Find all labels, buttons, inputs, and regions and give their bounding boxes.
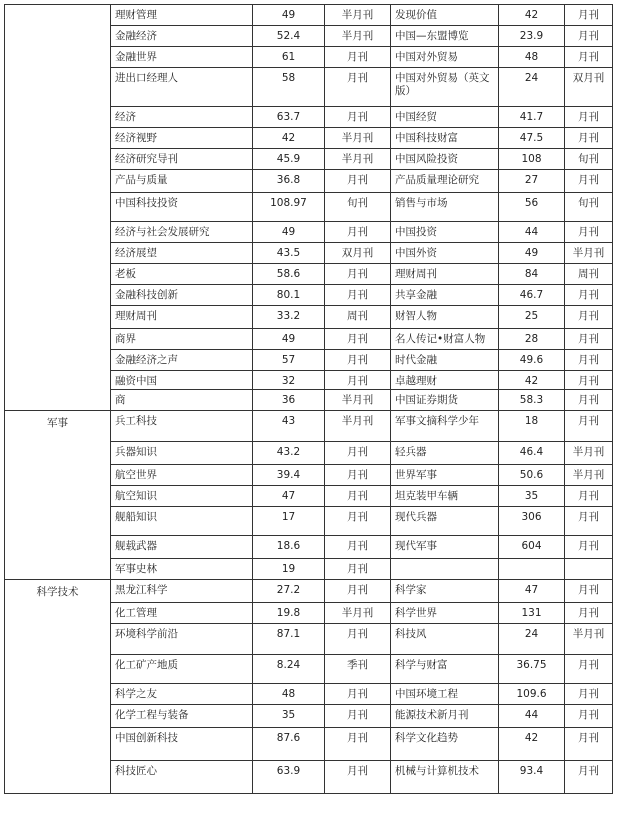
journal-name: 中国投资 — [391, 222, 499, 243]
price: 18.6 — [253, 536, 325, 559]
journal-name: 中国科技投资 — [111, 193, 253, 222]
frequency: 月刊 — [325, 728, 391, 761]
frequency: 月刊 — [325, 264, 391, 285]
price: 108 — [499, 149, 565, 170]
frequency: 月刊 — [325, 486, 391, 507]
price: 39.4 — [253, 465, 325, 486]
price: 87.1 — [253, 624, 325, 655]
frequency: 月刊 — [325, 536, 391, 559]
price: 49 — [499, 243, 565, 264]
price: 35 — [499, 486, 565, 507]
journal-name: 科学世界 — [391, 603, 499, 624]
frequency: 月刊 — [325, 684, 391, 705]
price: 52.4 — [253, 26, 325, 47]
journal-name: 航空知识 — [111, 486, 253, 507]
journal-name: 中国外资 — [391, 243, 499, 264]
journal-name: 商 — [111, 390, 253, 411]
journal-name: 科技风 — [391, 624, 499, 655]
journal-name: 科技匠心 — [111, 761, 253, 794]
price: 48 — [253, 684, 325, 705]
journal-name: 兵器知识 — [111, 442, 253, 465]
journal-name: 理财周刊 — [111, 306, 253, 329]
price: 57 — [253, 350, 325, 371]
journal-name: 卓越理财 — [391, 371, 499, 390]
price: 58.6 — [253, 264, 325, 285]
frequency: 半月刊 — [565, 624, 613, 655]
journal-name: 金融科技创新 — [111, 285, 253, 306]
journal-name: 财智人物 — [391, 306, 499, 329]
price: 47 — [253, 486, 325, 507]
price: 50.6 — [499, 465, 565, 486]
frequency: 月刊 — [325, 47, 391, 68]
price: 19.8 — [253, 603, 325, 624]
journal-name: 现代军事 — [391, 536, 499, 559]
journal-name: 老板 — [111, 264, 253, 285]
price: 63.7 — [253, 107, 325, 128]
price: 32 — [253, 371, 325, 390]
table-row — [5, 411, 613, 442]
frequency: 月刊 — [325, 222, 391, 243]
price: 108.97 — [253, 193, 325, 222]
frequency: 半月刊 — [565, 465, 613, 486]
journal-name: 理财周刊 — [391, 264, 499, 285]
price: 306 — [499, 507, 565, 536]
price: 17 — [253, 507, 325, 536]
journal-name: 进出口经理人 — [111, 68, 253, 107]
frequency: 月刊 — [565, 536, 613, 559]
price: 19 — [253, 559, 325, 580]
price: 43.2 — [253, 442, 325, 465]
price: 23.9 — [499, 26, 565, 47]
frequency: 半月刊 — [325, 390, 391, 411]
journal-name: 共享金融 — [391, 285, 499, 306]
journal-name: 产品与质量 — [111, 170, 253, 193]
journal-name: 销售与市场 — [391, 193, 499, 222]
journal-name: 发现价值 — [391, 5, 499, 26]
price: 42 — [499, 371, 565, 390]
category-cell: 军事 — [5, 411, 111, 580]
journal-name: 经济视野 — [111, 128, 253, 149]
frequency: 月刊 — [565, 170, 613, 193]
journal-name: 科学家 — [391, 580, 499, 603]
price: 93.4 — [499, 761, 565, 794]
journal-name: 坦克装甲车辆 — [391, 486, 499, 507]
frequency: 月刊 — [565, 128, 613, 149]
price: 84 — [499, 264, 565, 285]
price: 25 — [499, 306, 565, 329]
price: 46.7 — [499, 285, 565, 306]
journal-name: 金融经济 — [111, 26, 253, 47]
frequency: 月刊 — [565, 390, 613, 411]
price: 24 — [499, 68, 565, 107]
journal-name: 黑龙江科学 — [111, 580, 253, 603]
frequency: 月刊 — [325, 465, 391, 486]
journal-name: 能源技术新月刊 — [391, 705, 499, 728]
journal-name: 环境科学前沿 — [111, 624, 253, 655]
journal-name: 现代兵器 — [391, 507, 499, 536]
journal-name: 化工矿产地质 — [111, 655, 253, 684]
journal-name: 中国风险投资 — [391, 149, 499, 170]
journal-name: 科学文化趋势 — [391, 728, 499, 761]
price: 41.7 — [499, 107, 565, 128]
journal-name: 科学与财富 — [391, 655, 499, 684]
journal-name: 产品质量理论研究 — [391, 170, 499, 193]
price: 49 — [253, 329, 325, 350]
frequency: 月刊 — [325, 285, 391, 306]
journal-name: 化工管理 — [111, 603, 253, 624]
price: 36.75 — [499, 655, 565, 684]
price: 109.6 — [499, 684, 565, 705]
frequency: 月刊 — [325, 442, 391, 465]
journal-name: 理财管理 — [111, 5, 253, 26]
price: 47 — [499, 580, 565, 603]
journal-name: 经济展望 — [111, 243, 253, 264]
journal-name: 机械与计算机技术 — [391, 761, 499, 794]
price: 43 — [253, 411, 325, 442]
journal-name: 世界军事 — [391, 465, 499, 486]
frequency: 月刊 — [325, 580, 391, 603]
price: 63.9 — [253, 761, 325, 794]
frequency: 月刊 — [565, 371, 613, 390]
price: 28 — [499, 329, 565, 350]
frequency: 月刊 — [565, 684, 613, 705]
price: 56 — [499, 193, 565, 222]
journal-name: 经济研究导刊 — [111, 149, 253, 170]
frequency: 月刊 — [565, 603, 613, 624]
frequency: 月刊 — [325, 350, 391, 371]
price: 44 — [499, 705, 565, 728]
journal-name: 航空世界 — [111, 465, 253, 486]
price: 49.6 — [499, 350, 565, 371]
frequency: 月刊 — [565, 580, 613, 603]
frequency: 月刊 — [325, 507, 391, 536]
frequency: 半月刊 — [325, 149, 391, 170]
frequency: 月刊 — [325, 624, 391, 655]
journal-name: 商界 — [111, 329, 253, 350]
price: 42 — [499, 728, 565, 761]
frequency: 周刊 — [325, 306, 391, 329]
price: 33.2 — [253, 306, 325, 329]
frequency: 月刊 — [565, 26, 613, 47]
price: 42 — [499, 5, 565, 26]
frequency: 月刊 — [565, 486, 613, 507]
price: 27.2 — [253, 580, 325, 603]
frequency: 月刊 — [325, 705, 391, 728]
frequency: 月刊 — [325, 68, 391, 107]
frequency: 月刊 — [565, 507, 613, 536]
journal-name: 金融经济之声 — [111, 350, 253, 371]
category-cell: 科学技术 — [5, 580, 111, 794]
price: 18 — [499, 411, 565, 442]
price: 43.5 — [253, 243, 325, 264]
journal-name: 化学工程与装备 — [111, 705, 253, 728]
frequency: 月刊 — [565, 728, 613, 761]
journal-name: 轻兵器 — [391, 442, 499, 465]
table-row — [5, 5, 613, 26]
journal-name: 军事史林 — [111, 559, 253, 580]
frequency: 双月刊 — [565, 68, 613, 107]
journal-name: 中国—东盟博览 — [391, 26, 499, 47]
journal-name: 中国对外贸易 — [391, 47, 499, 68]
frequency: 月刊 — [565, 222, 613, 243]
journal-name: 舰载武器 — [111, 536, 253, 559]
price: 8.24 — [253, 655, 325, 684]
frequency: 季刊 — [325, 655, 391, 684]
frequency: 半月刊 — [325, 411, 391, 442]
frequency: 双月刊 — [325, 243, 391, 264]
price: 46.4 — [499, 442, 565, 465]
journal-name: 舰船知识 — [111, 507, 253, 536]
journal-name: 金融世界 — [111, 47, 253, 68]
price: 131 — [499, 603, 565, 624]
frequency: 半月刊 — [325, 26, 391, 47]
frequency: 半月刊 — [325, 603, 391, 624]
frequency: 月刊 — [565, 107, 613, 128]
journal-name: 融资中国 — [111, 371, 253, 390]
price: 24 — [499, 624, 565, 655]
frequency: 月刊 — [565, 5, 613, 26]
journal-name: 中国环境工程 — [391, 684, 499, 705]
frequency: 月刊 — [325, 559, 391, 580]
frequency: 月刊 — [565, 761, 613, 794]
price: 27 — [499, 170, 565, 193]
price: 44 — [499, 222, 565, 243]
journal-name: 经济与社会发展研究 — [111, 222, 253, 243]
frequency: 半月刊 — [325, 128, 391, 149]
journal-name: 经济 — [111, 107, 253, 128]
journal-table — [4, 4, 613, 794]
frequency — [565, 559, 613, 580]
price: 42 — [253, 128, 325, 149]
journal-name: 科学之友 — [111, 684, 253, 705]
price: 36 — [253, 390, 325, 411]
table-row — [5, 580, 613, 603]
price: 45.9 — [253, 149, 325, 170]
frequency: 月刊 — [565, 47, 613, 68]
price: 35 — [253, 705, 325, 728]
price: 49 — [253, 5, 325, 26]
journal-name: 时代金融 — [391, 350, 499, 371]
category-cell — [5, 5, 111, 411]
price: 80.1 — [253, 285, 325, 306]
frequency: 周刊 — [565, 264, 613, 285]
price: 58.3 — [499, 390, 565, 411]
price: 48 — [499, 47, 565, 68]
journal-name: 军事文摘科学少年 — [391, 411, 499, 442]
frequency: 半月刊 — [565, 243, 613, 264]
frequency: 月刊 — [565, 411, 613, 442]
journal-name: 中国对外贸易（英文版） — [391, 68, 499, 107]
frequency: 月刊 — [565, 350, 613, 371]
price: 87.6 — [253, 728, 325, 761]
journal-name: 中国经贸 — [391, 107, 499, 128]
frequency: 月刊 — [325, 329, 391, 350]
frequency: 月刊 — [325, 371, 391, 390]
journal-table-body — [5, 5, 613, 794]
frequency: 月刊 — [565, 285, 613, 306]
frequency: 旬刊 — [565, 149, 613, 170]
frequency: 半月刊 — [565, 442, 613, 465]
frequency: 月刊 — [565, 329, 613, 350]
frequency: 月刊 — [565, 705, 613, 728]
journal-name: 名人传记•财富人物 — [391, 329, 499, 350]
price: 47.5 — [499, 128, 565, 149]
price — [499, 559, 565, 580]
journal-name: 兵工科技 — [111, 411, 253, 442]
price: 58 — [253, 68, 325, 107]
frequency: 月刊 — [325, 761, 391, 794]
price: 604 — [499, 536, 565, 559]
frequency: 月刊 — [325, 107, 391, 128]
frequency: 半月刊 — [325, 5, 391, 26]
frequency: 月刊 — [565, 306, 613, 329]
frequency: 旬刊 — [325, 193, 391, 222]
journal-name: 中国科技财富 — [391, 128, 499, 149]
frequency: 月刊 — [325, 170, 391, 193]
price: 36.8 — [253, 170, 325, 193]
journal-name — [391, 559, 499, 580]
frequency: 旬刊 — [565, 193, 613, 222]
frequency: 月刊 — [565, 655, 613, 684]
journal-name: 中国创新科技 — [111, 728, 253, 761]
journal-name: 中国证券期货 — [391, 390, 499, 411]
price: 61 — [253, 47, 325, 68]
price: 49 — [253, 222, 325, 243]
